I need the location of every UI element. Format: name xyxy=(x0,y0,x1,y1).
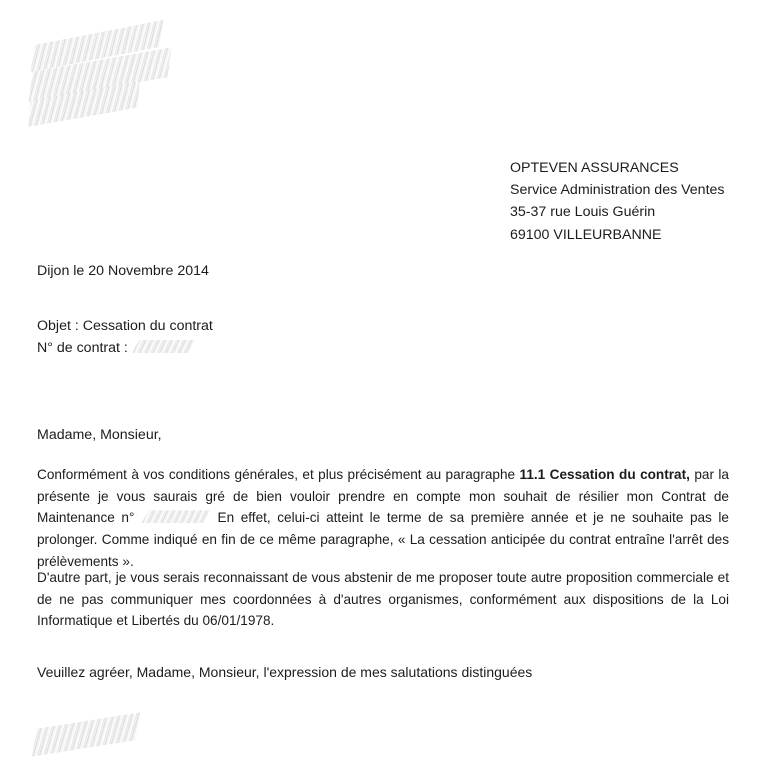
closing-line: Veuillez agréer, Madame, Monsieur, l'expression de mes salutations distinguées xyxy=(37,664,533,680)
body-paragraph-1 xyxy=(37,464,729,573)
para1-text-after-redaction: En effet, celui-ci atteint le terme de sa première année et je ne souhaite pas le prolonger. Comme indiqué en fin de ce même paragraphe, « La cessation anticipée du contrat entraîne l'arrêt des prélèvements ». xyxy=(37,510,729,569)
contract-number-redaction xyxy=(132,340,196,353)
contract-number-label: N° de contrat : xyxy=(37,340,132,356)
contract-number-redaction-body xyxy=(141,510,211,523)
recipient-city: 69100 VILLEURBANNE xyxy=(510,226,662,243)
recipient-street: 35-37 rue Louis Guérin xyxy=(510,204,656,221)
para1-bold-clause-reference: 11.1 Cessation du contrat, xyxy=(519,467,690,482)
recipient-name: OPTEVEN ASSURANCES xyxy=(510,160,679,176)
salutation: Madame, Monsieur, xyxy=(37,427,162,443)
para1-text-after-bold: par la présente je vous saurais gré de bien vouloir prendre en compte mon souhait de résilier mon Contrat de Maintenance n° xyxy=(37,467,729,526)
subject-block xyxy=(37,315,213,359)
para1-text-before-bold: Conformément à vos conditions générales, et plus précisément au paragraphe xyxy=(37,467,520,482)
recipient-address-block xyxy=(510,157,725,246)
subject-line: Objet : Cessation du contrat xyxy=(37,318,213,334)
contract-number-line xyxy=(37,337,213,359)
signature-scribble xyxy=(28,712,145,757)
body-paragraph-2: D'autre part, je vous serais reconnaissant de vous abstenir de me proposer toute autre proposition commerciale et de ne pas communiquer mes coordonnées à d'autres organismes, conformément aux dispositions de la Loi Informatique et Libertés du 06/01/1978. xyxy=(37,570,729,629)
recipient-department: Service Administration des Ventes xyxy=(510,182,725,199)
date-line: Dijon le 20 Novembre 2014 xyxy=(37,263,209,279)
